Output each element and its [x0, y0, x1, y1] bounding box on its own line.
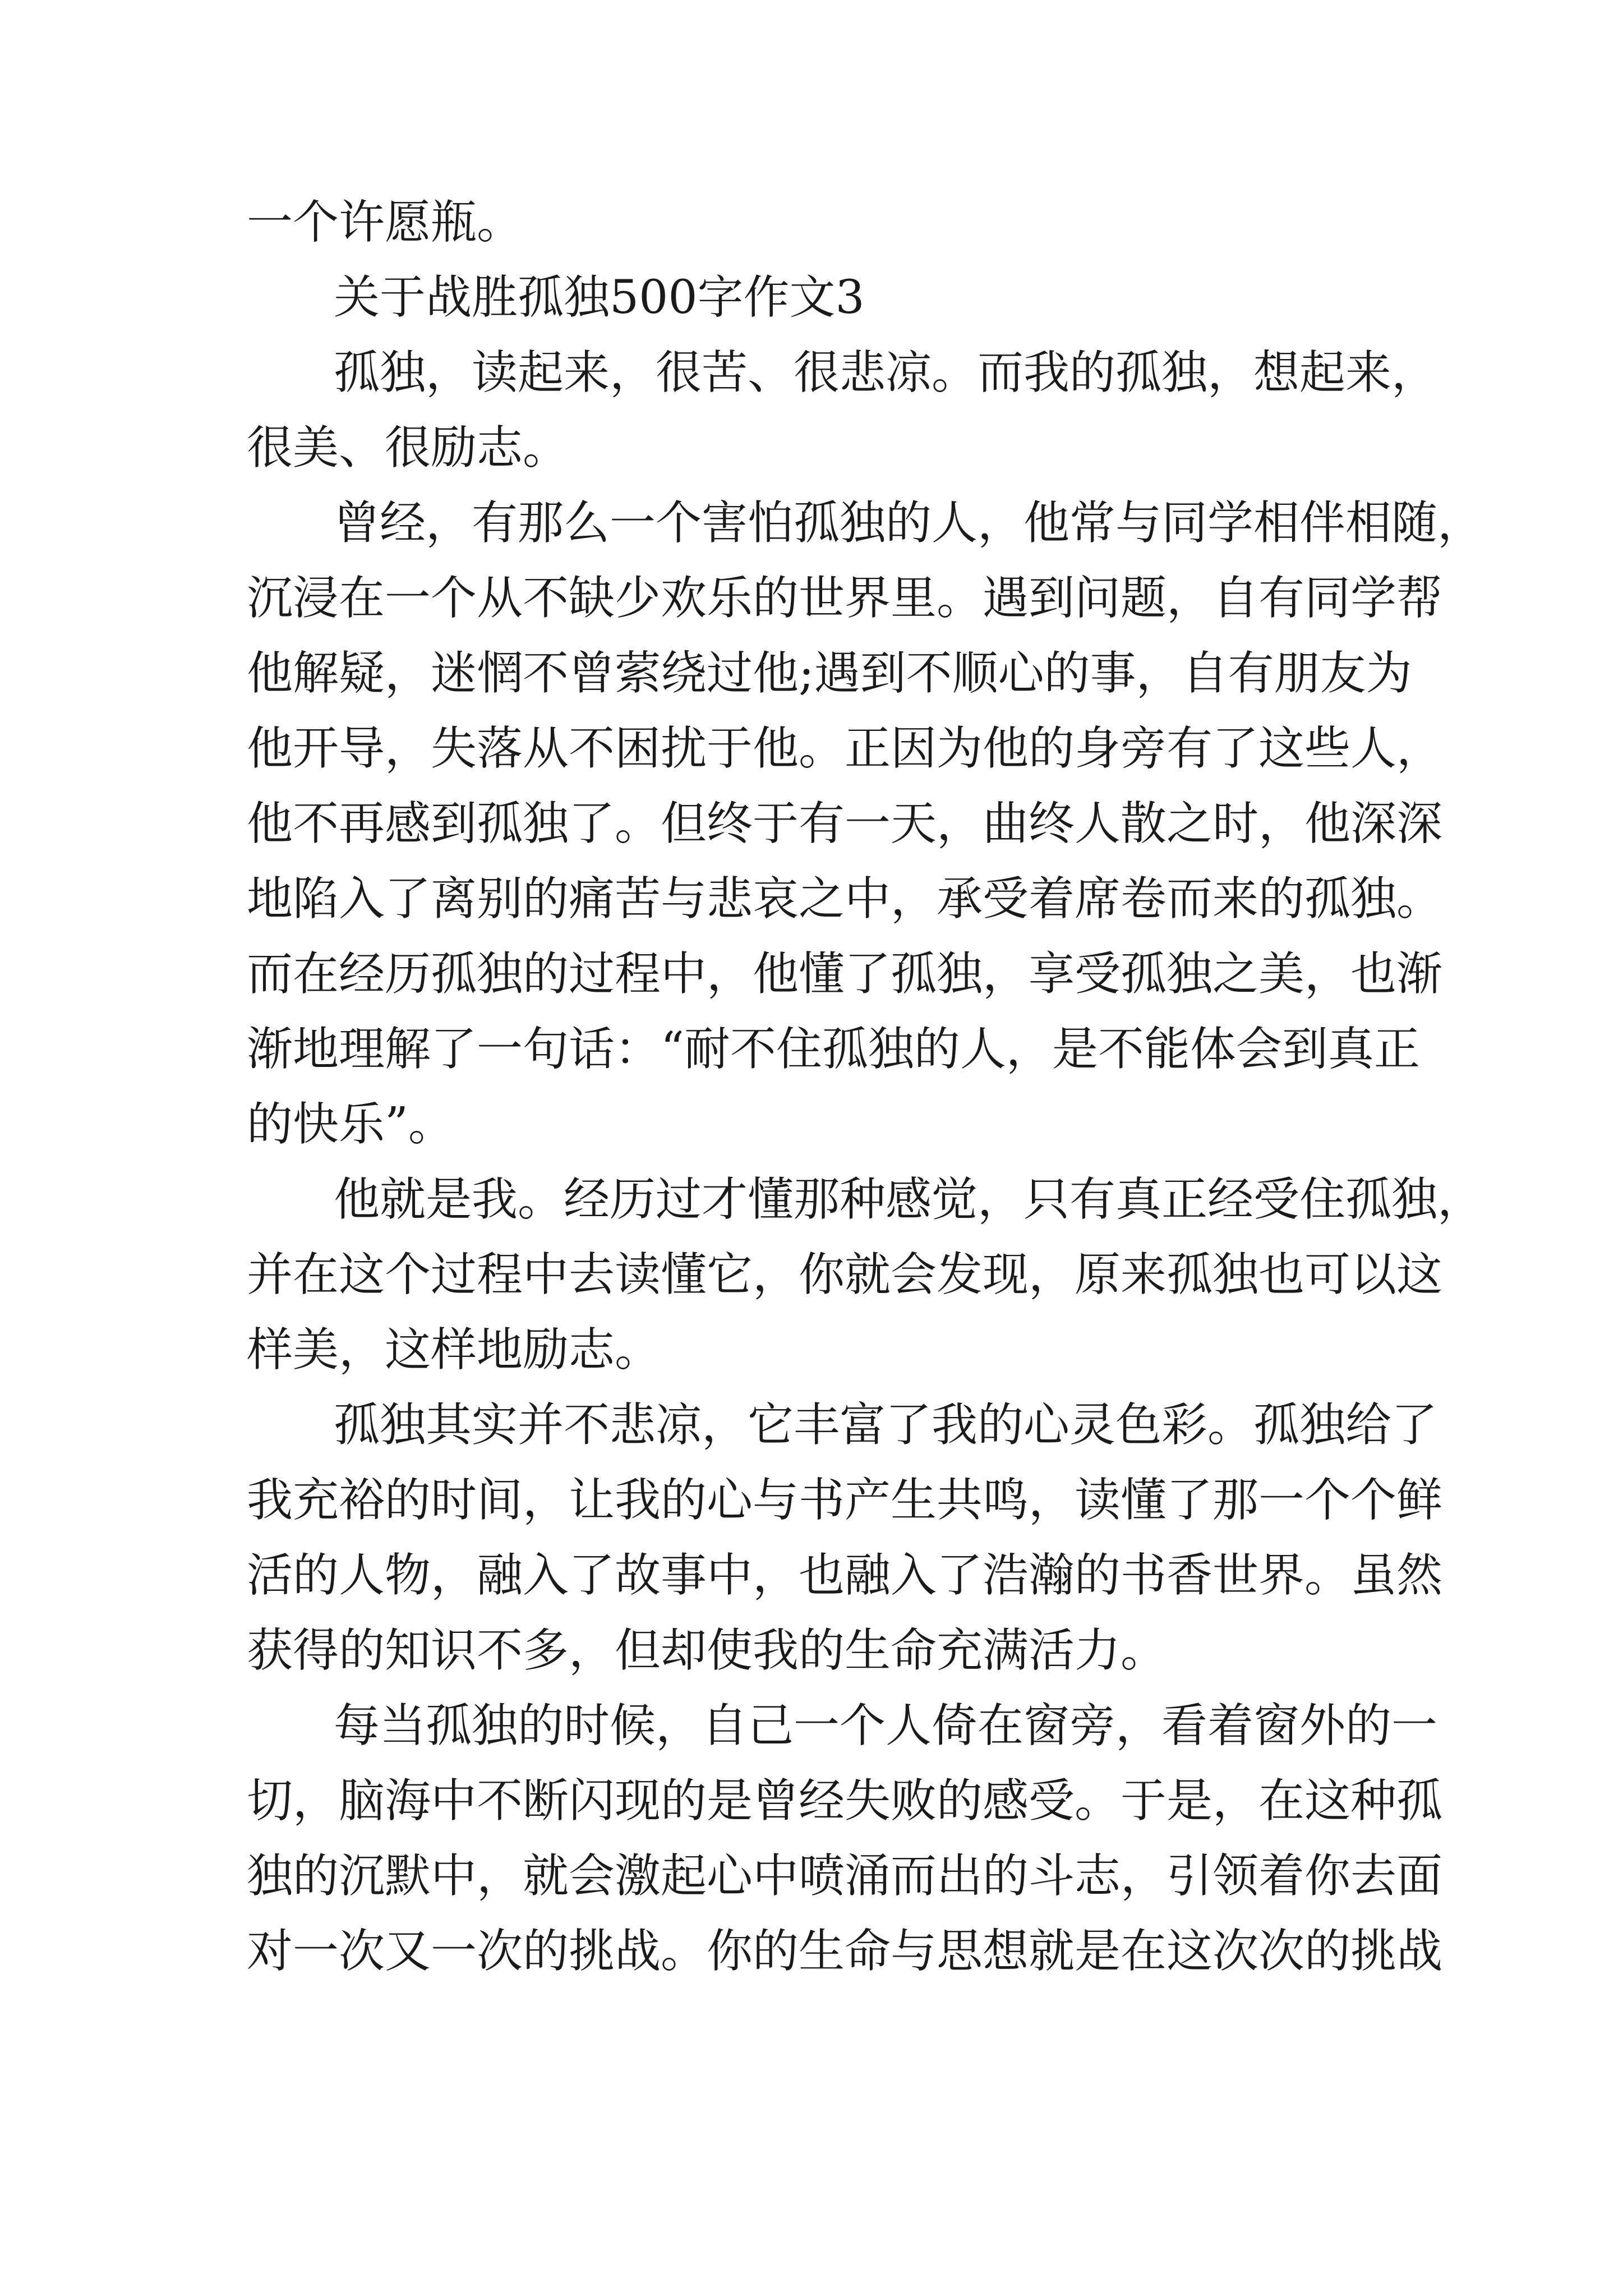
- text-line: 切，脑海中不断闪现的是曾经失败的感受。于是，在这种孤: [247, 1774, 1443, 1828]
- text-line: 我充裕的时间，让我的心与书产生共鸣，读懂了那一个个鲜: [247, 1474, 1443, 1527]
- text-line: 活的人物，融入了故事中，也融入了浩瀚的书香世界。虽然: [247, 1549, 1443, 1602]
- text-line: 他解疑，迷惘不曾萦绕过他;遇到不顺心的事，自有朋友为: [247, 647, 1412, 700]
- text-line: 独的沉默中，就会激起心中喷涌而出的斗志，引领着你去面: [247, 1849, 1443, 1903]
- paragraph-start: 孤独，读起来，很苦、很悲凉。而我的孤独，想起来，: [334, 346, 1438, 399]
- text-line: 对一次又一次的挑战。你的生命与思想就是在这次次的挑战: [247, 1925, 1443, 1978]
- text-line: 沉浸在一个从不缺少欢乐的世界里。遇到问题，自有同学帮: [247, 572, 1443, 625]
- paragraph-start: 曾经，有那么一个害怕孤独的人，他常与同学相伴相随，: [334, 496, 1484, 550]
- text-line: 样美，这样地励志。: [247, 1323, 661, 1377]
- essay-title: 关于战胜孤独500字作文3: [334, 271, 865, 324]
- paragraph-start: 孤独其实并不悲凉，它丰富了我的心灵色彩。孤独给了: [334, 1398, 1438, 1452]
- text-line: 他开导，失落从不困扰于他。正因为他的身旁有了这些人，: [247, 722, 1443, 775]
- text-line: 一个许愿瓶。: [247, 196, 523, 249]
- text-line: 获得的知识不多，但却使我的生命充满活力。: [247, 1624, 1167, 1677]
- essay-text: [247, 185, 1484, 1989]
- text-line: 渐地理解了一句话：“耐不住孤独的人，是不能体会到真正: [247, 1023, 1420, 1076]
- text-line: 并在这个过程中去读懂它，你就会发现，原来孤独也可以这: [247, 1248, 1443, 1301]
- text-line: 他不再感到孤独了。但终于有一天，曲终人散之时，他深深: [247, 797, 1443, 850]
- text-line: 地陷入了离别的痛苦与悲哀之中，承受着席卷而来的孤独。: [247, 872, 1443, 926]
- text-line: 而在经历孤独的过程中，他懂了孤独，享受孤独之美，也渐: [247, 947, 1443, 1001]
- paragraph-start: 每当孤独的时候，自己一个人倚在窗旁，看着窗外的一: [334, 1699, 1438, 1752]
- paragraph-start: 他就是我。经历过才懂那种感觉，只有真正经受住孤独，: [334, 1173, 1484, 1226]
- text-line: 很美、很励志。: [247, 421, 569, 475]
- text-line: 的快乐”。: [247, 1098, 454, 1151]
